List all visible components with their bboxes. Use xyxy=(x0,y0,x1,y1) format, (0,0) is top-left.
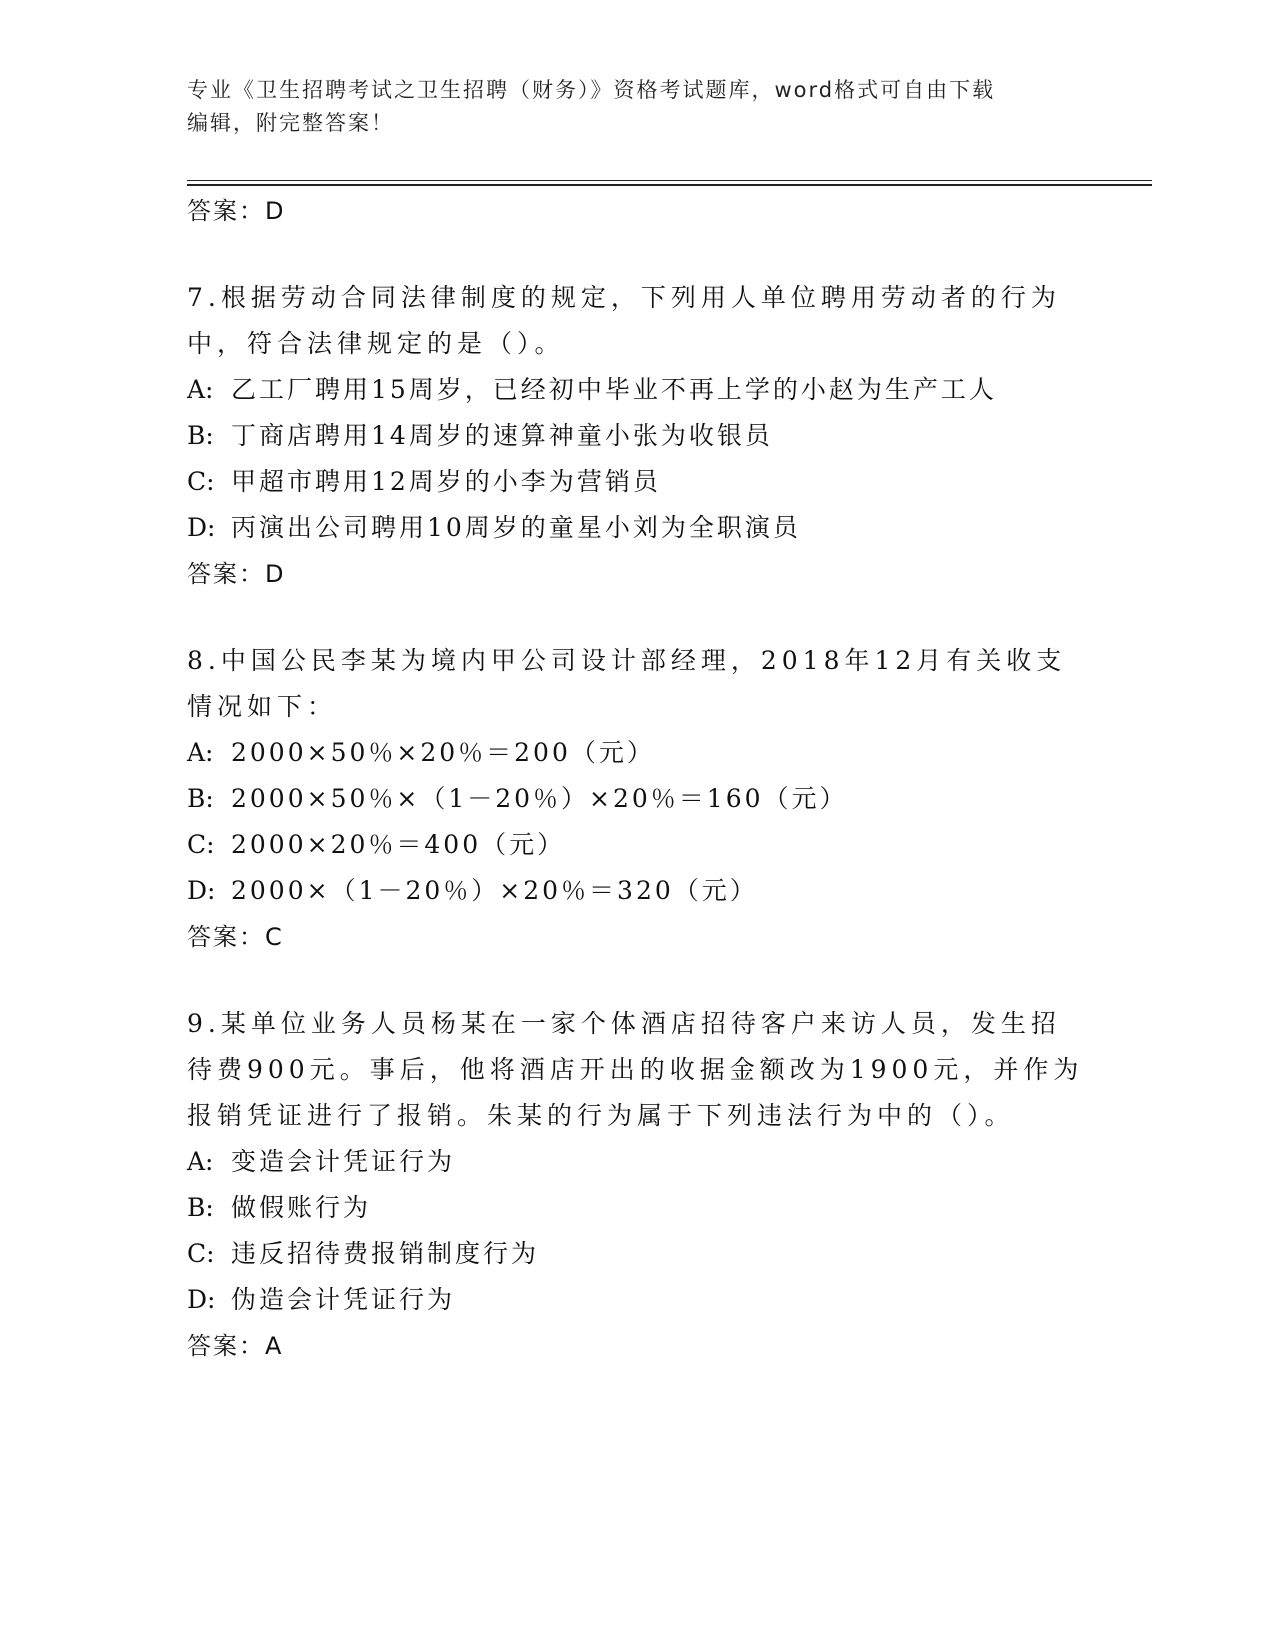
question-list xyxy=(187,188,1087,1369)
option-c xyxy=(187,822,1087,868)
option-c xyxy=(187,1231,1087,1277)
option-letter: A: xyxy=(187,738,214,767)
option-letter: A: xyxy=(187,375,214,404)
option-b xyxy=(187,1185,1087,1231)
page-header xyxy=(187,74,1087,140)
option-letter: D: xyxy=(187,513,216,542)
option-text: 甲超市聘用12周岁的小李为营销员 xyxy=(231,467,661,496)
option-letter: C: xyxy=(187,467,215,496)
question-8 xyxy=(187,638,1087,960)
option-letter: A: xyxy=(187,1147,214,1176)
option-text: 2000×50％×（1－20％）×20％＝160（元） xyxy=(231,784,848,813)
option-letter: D: xyxy=(187,1285,216,1314)
option-b xyxy=(187,413,1087,459)
option-text: 变造会计凭证行为 xyxy=(231,1147,456,1176)
spacer xyxy=(187,234,1087,275)
option-text: 做假账行为 xyxy=(231,1193,372,1222)
option-d xyxy=(187,868,1087,914)
question-text: 7.根据劳动合同法律制度的规定，下列用人单位聘用劳动者的行为中，符合法律规定的是（）。 xyxy=(187,283,1061,358)
option-text: 2000×（1－20％）×20％＝320（元） xyxy=(231,876,758,905)
option-text: 乙工厂聘用15周岁，已经初中毕业不再上学的小赵为生产工人 xyxy=(231,375,997,404)
answer-line: 答案：C xyxy=(187,923,284,951)
answer-line: 答案：A xyxy=(187,1332,284,1360)
header-description-line2: 编辑，附完整答案！ xyxy=(187,111,394,135)
option-text: 2000×50％×20％＝200（元） xyxy=(231,738,655,767)
option-d xyxy=(187,1277,1087,1323)
option-text: 2000×20％＝400（元） xyxy=(231,830,566,859)
question-text: 8.中国公民李某为境内甲公司设计部经理，2018年12月有关收支情况如下： xyxy=(187,646,1067,721)
option-text: 违反招待费报销制度行为 xyxy=(231,1239,540,1268)
question-text: 9.某单位业务人员杨某在一家个体酒店招待客户来访人员，发生招待费900元。事后，他将酒店开出的收据金额改为1900元，并作为报销凭证进行了报销。朱某的行为属于下列违法行为中的（）。 xyxy=(187,1009,1084,1130)
option-letter: D: xyxy=(187,876,216,905)
header-description-line1: 专业《卫生招聘考试之卫生招聘（财务）》资格考试题库，word格式可自由下载 xyxy=(187,78,996,102)
option-text: 丁商店聘用14周岁的速算神童小张为收银员 xyxy=(231,421,773,450)
option-a xyxy=(187,730,1087,776)
option-letter: B: xyxy=(187,784,214,813)
option-b xyxy=(187,776,1087,822)
header-divider-thick xyxy=(187,184,1152,186)
option-letter: C: xyxy=(187,1239,215,1268)
option-letter: B: xyxy=(187,1193,214,1222)
option-letter: B: xyxy=(187,421,214,450)
option-text: 伪造会计凭证行为 xyxy=(231,1285,456,1314)
option-d xyxy=(187,505,1087,551)
option-c xyxy=(187,459,1087,505)
previous-answer: 答案：D xyxy=(187,197,286,225)
answer-line: 答案：D xyxy=(187,560,286,588)
header-divider-thin xyxy=(187,180,1152,181)
spacer xyxy=(187,960,1087,1001)
option-letter: C: xyxy=(187,830,215,859)
option-a xyxy=(187,1139,1087,1185)
question-9 xyxy=(187,1001,1087,1369)
question-7 xyxy=(187,275,1087,597)
spacer xyxy=(187,597,1087,638)
option-a xyxy=(187,367,1087,413)
option-text: 丙演出公司聘用10周岁的童星小刘为全职演员 xyxy=(231,513,801,542)
